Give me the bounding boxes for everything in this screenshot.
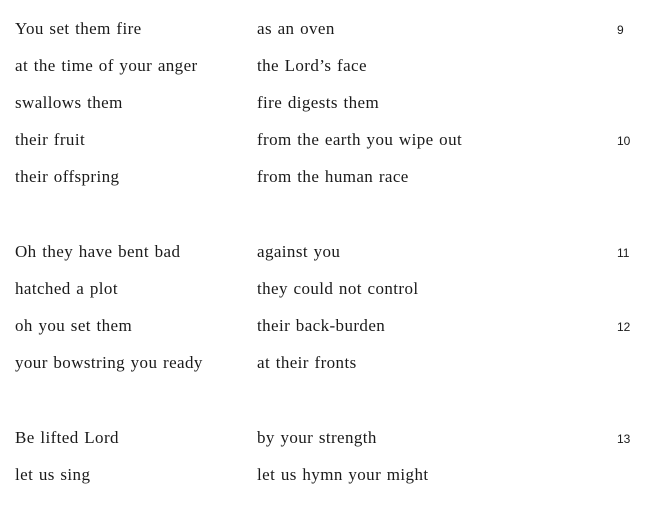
verse-line — [15, 121, 664, 158]
verse-right-text: the Lord’s face — [257, 56, 367, 75]
verse-right-text: against you — [257, 242, 341, 261]
verse-right-text: let us hymn your might — [257, 465, 429, 484]
verse-line — [15, 47, 664, 84]
verse-line — [15, 419, 664, 456]
verse-number: 10 — [617, 134, 631, 148]
stanza-1 — [15, 10, 664, 195]
verse-right-text: from the human race — [257, 167, 409, 186]
verse-line — [15, 233, 664, 270]
verse-line — [15, 307, 664, 344]
verse-left-text: hatched a plot — [15, 279, 118, 298]
verse-right-text: by your strength — [257, 428, 377, 447]
verse-right-text: fire digests them — [257, 93, 380, 112]
verse-left-text: oh you set them — [15, 316, 133, 335]
verse-line — [15, 84, 664, 121]
verse-line — [15, 10, 664, 47]
verse-right-text: from the earth you wipe out — [257, 130, 463, 149]
verse-right-text: their back-burden — [257, 316, 386, 335]
stanza-3 — [15, 419, 664, 493]
verse-number: 13 — [617, 432, 631, 446]
verse-right-text: at their fronts — [257, 353, 357, 372]
verse-left-text: your bowstring you ready — [15, 353, 203, 372]
stanza-2 — [15, 233, 664, 381]
verse-left-text: their offspring — [15, 167, 120, 186]
verse-line — [15, 158, 664, 195]
verse-number: 9 — [617, 23, 624, 37]
verse-line — [15, 344, 664, 381]
verse-left-text: Be lifted Lord — [15, 428, 119, 447]
verse-left-text: You set them fire — [15, 19, 142, 38]
verse-line — [15, 270, 664, 307]
verse-left-text: let us sing — [15, 465, 91, 484]
verse-line — [15, 456, 664, 493]
verse-left-text: their fruit — [15, 130, 86, 149]
verse-left-text: swallows them — [15, 93, 123, 112]
verse-right-text: they could not control — [257, 279, 419, 298]
verse-left-text: Oh they have bent bad — [15, 242, 181, 261]
verse-number: 12 — [617, 320, 631, 334]
verse-number: 11 — [617, 246, 630, 260]
verse-right-text: as an oven — [257, 19, 335, 38]
verse-left-text: at the time of your anger — [15, 56, 198, 75]
